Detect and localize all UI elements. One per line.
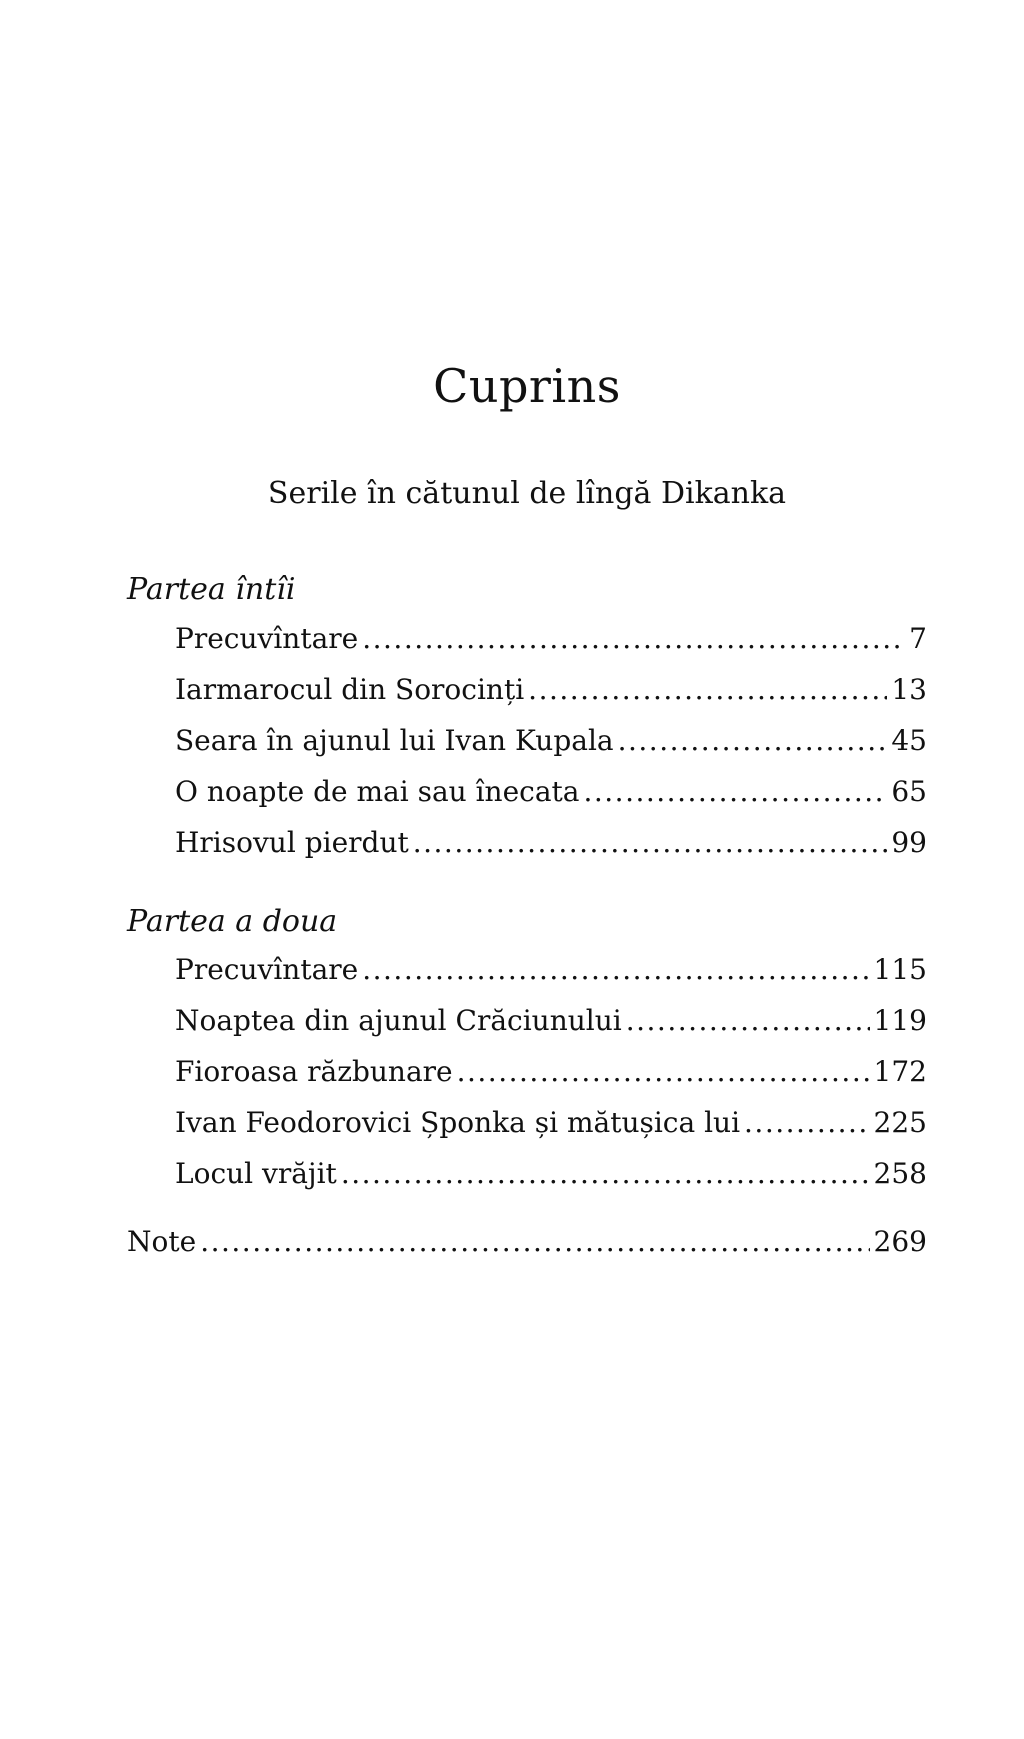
toc-entry-title: Noaptea din ajunul Crăciunului — [175, 1004, 622, 1037]
toc-entry-title: Ivan Feodorovici Șponka și mătușica lui — [175, 1106, 741, 1139]
toc-entry-title: O noapte de mai sau înecata — [175, 775, 580, 808]
toc-entry-page: 119 — [873, 1004, 927, 1037]
part-heading-1: Partea întîi — [127, 572, 296, 607]
dot-leader — [362, 950, 869, 990]
toc-entry-notes[interactable] — [127, 1222, 927, 1262]
dot-leader — [744, 1103, 870, 1143]
toc-entry[interactable] — [175, 1052, 927, 1092]
toc-entry-page: 115 — [873, 953, 927, 986]
toc-entry[interactable] — [175, 1103, 927, 1143]
toc-entry-title: Note — [127, 1225, 197, 1258]
dot-leader — [528, 670, 887, 710]
toc-entry-title: Precuvîntare — [175, 622, 359, 655]
toc-entry-page: 258 — [873, 1157, 927, 1190]
book-subtitle: Serile în cătunul de lîngă Dikanka — [267, 476, 787, 511]
toc-entry[interactable] — [175, 950, 927, 990]
toc-entry-page: 65 — [891, 775, 927, 808]
part-heading-2: Partea a doua — [127, 904, 338, 939]
toc-entry-title: Seara în ajunul lui Ivan Kupala — [175, 724, 614, 757]
toc-entry[interactable] — [175, 823, 927, 863]
dot-leader — [626, 1001, 870, 1041]
toc-entry-title: Locul vrăjit — [175, 1157, 337, 1190]
toc-entry-page: 99 — [891, 826, 927, 859]
toc-entry[interactable] — [175, 1154, 927, 1194]
dot-leader — [457, 1052, 870, 1092]
dot-leader — [413, 823, 888, 863]
toc-entry[interactable] — [175, 721, 927, 761]
toc-entry[interactable] — [175, 670, 927, 710]
toc-entry[interactable] — [175, 1001, 927, 1041]
toc-entry-page: 269 — [873, 1225, 927, 1258]
dot-leader — [200, 1222, 869, 1262]
toc-entry-page: 13 — [891, 673, 927, 706]
toc-entry-title: Fioroasa răzbunare — [175, 1055, 453, 1088]
toc-entry-page: 225 — [873, 1106, 927, 1139]
dot-leader — [583, 772, 887, 812]
toc-entry-title: Hrisovul pierdut — [175, 826, 409, 859]
page-title: Cuprins — [433, 358, 621, 413]
toc-entry[interactable] — [175, 619, 927, 659]
toc-entry[interactable] — [175, 772, 927, 812]
toc-entry-title: Iarmarocul din Sorocinți — [175, 673, 525, 706]
toc-entry-page: 45 — [891, 724, 927, 757]
dot-leader — [618, 721, 888, 761]
toc-entry-title: Precuvîntare — [175, 953, 359, 986]
toc-entry-page: 172 — [873, 1055, 927, 1088]
toc-entry-page: 7 — [909, 622, 927, 655]
dot-leader — [362, 619, 905, 659]
dot-leader — [341, 1154, 870, 1194]
